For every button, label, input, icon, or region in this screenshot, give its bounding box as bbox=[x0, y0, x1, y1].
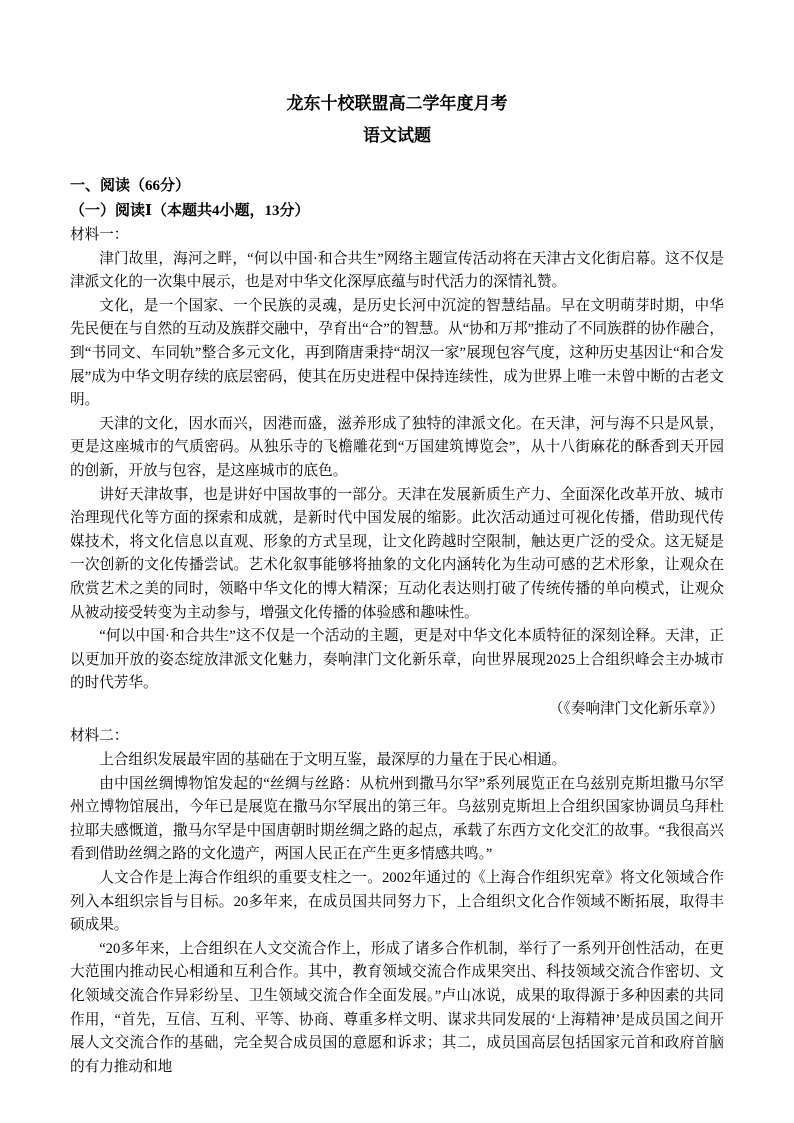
material1-paragraph-5: “何以中国·和合共生”这不仅是一个活动的主题，更是对中华文化本质特征的深刻诠释。天津，正以更加开放的姿态绽放津派文化魅力，奏响津门文化新乐章，向世界展现2025上合组织峰会主办城市的时代芳华。 bbox=[70, 628, 724, 692]
material1-paragraph-4: 讲好天津故事，也是讲好中国故事的一部分。天津在发展新质生产力、全面深化改革开放、城市治理现代化等方面的探索和成就，是新时代中国发展的缩影。此次活动通过可视化传播，借助现代传媒技术，将文化信息以直观、形象的方式呈现，让文化跨越时空限制，触达更广泛的受众。这无疑是一次创新的文化传播尝试。艺术化叙事能够将抽象的文化内涵转化为生动可感的艺术形象，让观众在欣赏艺术之美的同时，领略中华文化的博大精深；互动化表达则打破了传统传播的单向模式，让观众从被动接受转变为主动参与，增强文化传播的体验感和趣味性。 bbox=[70, 486, 724, 621]
exam-title: 龙东十校联盟高二学年度月考 bbox=[286, 94, 508, 113]
subsection-heading: （一）阅读Ⅰ（本题共4小题，13分） bbox=[70, 203, 310, 219]
material1-label: 材料一： bbox=[70, 227, 129, 243]
title-body-spacer bbox=[70, 152, 724, 174]
material2-paragraph-2: 由中国丝绸博物馆发起的“丝绸与丝路：从杭州到撒马尔罕”系列展览正在乌兹别克斯坦撒马尔罕州立博物馆展出，今年已是展览在撒马尔罕展出的第三年。乌兹别克斯坦上合组织国家协调员乌拜杜拉耶夫感慨道，撒马尔罕是中国唐朝时期丝绸之路的起点，承载了东西方文化交汇的故事。“我很高兴看到借助丝绸之路的文化遗产，两国人民正在产生更多情感共鸣。” bbox=[70, 775, 724, 863]
exam-subtitle: 语文试题 bbox=[363, 126, 431, 145]
material1-paragraph-3: 天津的文化，因水而兴，因港而盛，滋养形成了独特的津派文化。在天津，河与海不只是风景，更是这座城市的气质密码。从独乐寺的飞檐雕花到“万国建筑博览会”，从十八街麻花的酥香到天开园的创新，开放与包容，是这座城市的底色。 bbox=[70, 415, 724, 479]
material2-paragraph-3: 人文合作是上海合作组织的重要支柱之一。2002年通过的《上海合作组织宪章》将文化领域合作列入本组织宗旨与目标。20多年来，在成员国共同努力下，上合组织文化合作领域不断拓展，取得丰硕成果。 bbox=[70, 870, 724, 934]
material2-paragraph-4: “20多年来，上合组织在人文交流合作上，形成了诸多合作机制，举行了一系列开创性活动，在更大范围内推动民心相通和互利合作。其中，教育领域交流合作成果突出、科技领域交流合作密切、文化领域交流合作异彩纷呈、卫生领域交流合作全面发展。”卢山冰说，成果的取得源于多种因素的共同作用，“首先，互信、互利、平等、协商、尊重多样文明、谋求共同发展的‘上海精神’是成员国之间开展人文交流合作的基础，完全契合成员国的意愿和诉求；其二，成员国高层包括国家元首和政府首脑的有力推动和地 bbox=[70, 940, 724, 1075]
material2-paragraph-1: 上合组织发展最牢固的基础在于文明互鉴，最深厚的力量在于民心相通。 bbox=[99, 752, 567, 769]
material1-attribution: （《奏响津门文化新乐章》） bbox=[548, 700, 724, 717]
material2-label: 材料二： bbox=[70, 728, 129, 745]
section-heading: 一、阅读（66分） bbox=[70, 178, 191, 194]
material1-paragraph-1: 津门故里，海河之畔，“何以中国·和合共生”网络主题宣传活动将在天津古文化街启幕。这不仅是津派文化的一次集中展示，也是对中华文化深厚底蕴与时代活力的深情礼赞。 bbox=[70, 250, 724, 291]
material1-paragraph-2: 文化，是一个国家、一个民族的灵魂，是历史长河中沉淀的智慧结晶。早在文明萌芽时期，中华先民便在与自然的互动及族群交融中，孕育出“合”的智慧。从“协和万邦”推动了不同族群的协作融合，到“书同文、车同轨”整合多元文化，再到隋唐秉持“胡汉一家”展现包容气度，这种历史基因让“和合发展”成为中华文明存续的底层密码，使其在历史进程中保持连续性，成为世界上唯一未曾中断的古老文明。 bbox=[70, 297, 724, 409]
